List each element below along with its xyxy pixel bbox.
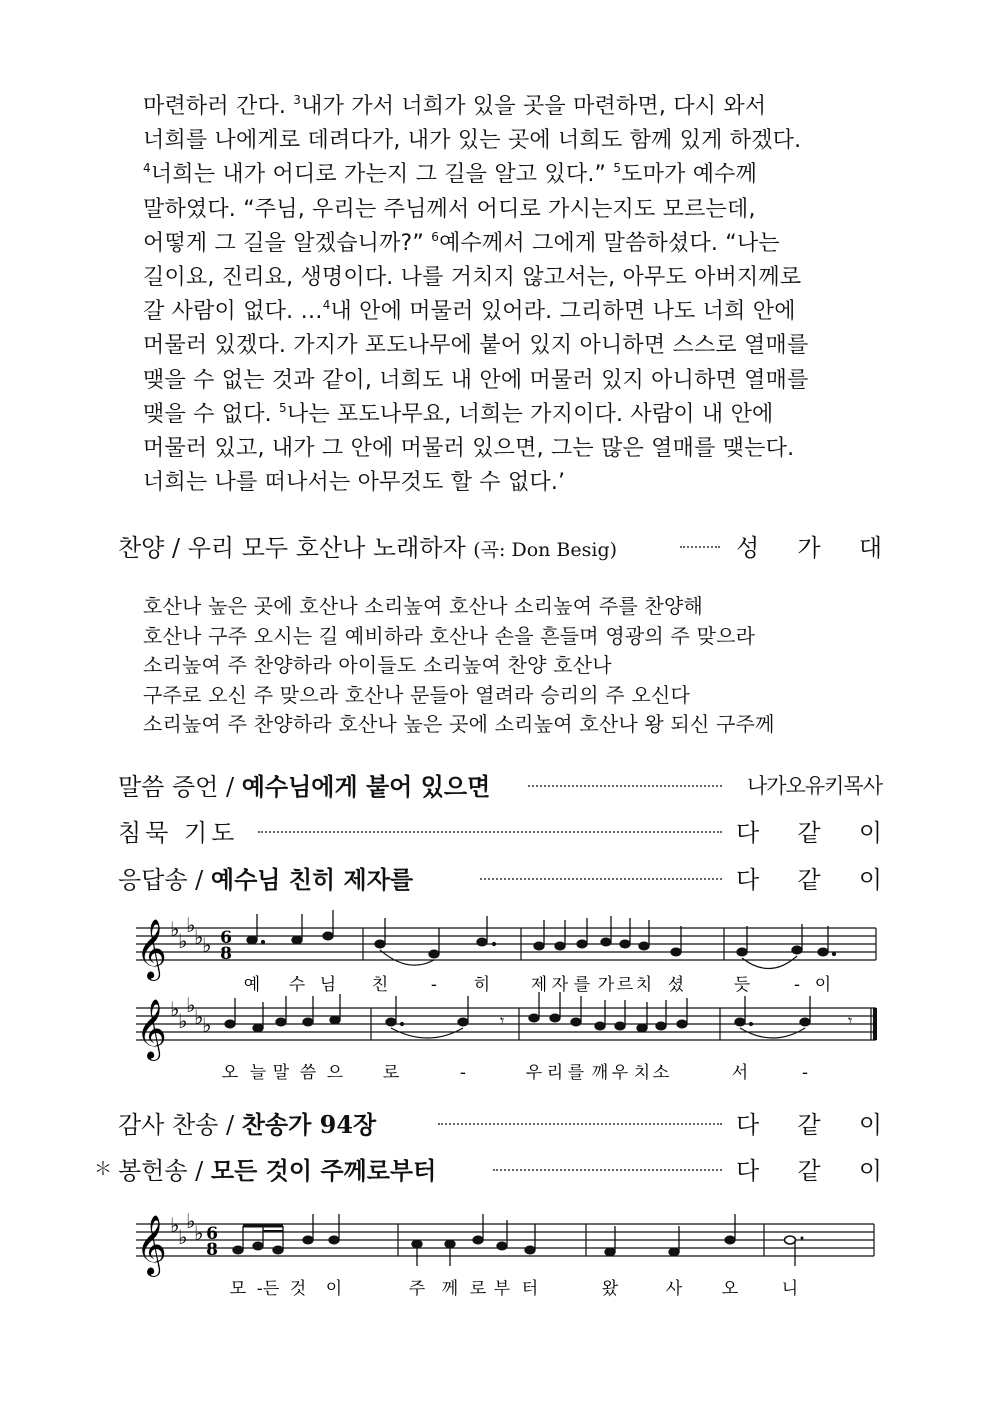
offertory-title: 모든 것이 주께로부터	[210, 1156, 437, 1185]
leader-dots	[258, 829, 722, 833]
scripture-line	[143, 466, 863, 500]
response-row	[118, 860, 882, 896]
leader-dots	[493, 1167, 722, 1171]
svg-text:♭: ♭	[170, 1213, 180, 1237]
treble-clef-icon: 𝄞	[136, 919, 167, 979]
music-lyric-syllable: 부	[493, 1279, 511, 1299]
music-lyric-syllable: -	[430, 975, 438, 995]
scripture-text: 머물러 있고, 내가 그 안에 머물러 있으면, 그는 많은 열매를 맺는다.	[143, 435, 795, 461]
svg-text:♭: ♭	[194, 1005, 204, 1029]
music-lyric-syllable: -	[459, 1063, 467, 1083]
music-lyric-syllable: 제	[530, 975, 548, 995]
svg-text:♭: ♭	[170, 917, 180, 941]
lyric-line: 구주로 오신 주 맞으라 호산나 문들아 열려라 승리의 주 오신다	[143, 682, 691, 707]
treble-clef-icon: 𝄞	[136, 999, 167, 1059]
music2-lyrics	[230, 1278, 798, 1299]
svg-text:𝄾: 𝄾	[500, 1011, 505, 1030]
scripture-line	[143, 398, 863, 432]
scripture-line	[143, 90, 863, 124]
music-lyric-syllable: 주	[408, 1279, 426, 1299]
svg-text:♭: ♭	[194, 1221, 204, 1245]
scripture-text: 내 안에 머물러 있어라. 그리하면 나도 너희 안에	[330, 299, 796, 325]
scripture-text: 머물러 있겠다. 가지가 포도나무에 붙어 있지 아니하면 스스로 열매를	[143, 333, 809, 359]
music-lyric-syllable: 모	[229, 1279, 247, 1299]
music-lyric-syllable: 가	[597, 975, 615, 995]
music-lyric-syllable: 예	[243, 975, 261, 995]
leader-dots	[528, 783, 722, 787]
svg-text:♭: ♭	[186, 993, 196, 1017]
response-label: 응답송 / 예수님 친히 제자를	[118, 865, 414, 894]
verse-number: 4	[143, 161, 151, 176]
music-lyric-syllable: 님	[319, 975, 337, 995]
music-lyric-syllable: -든	[256, 1279, 280, 1299]
lyric-line: 호산나 구주 오시는 길 예비하라 호산나 손을 흔들며 영광의 주 맞으라	[143, 623, 756, 648]
music-lyric-syllable: 이	[325, 1279, 343, 1299]
prayer-row	[118, 813, 882, 849]
music-lyric-syllable: 리	[546, 1063, 564, 1083]
sermon-preacher: 나가오유키목사	[746, 774, 882, 798]
standing-mark: ＊	[94, 1159, 112, 1180]
svg-text:♭: ♭	[194, 925, 204, 949]
svg-text:♭: ♭	[178, 929, 188, 953]
scripture-passage	[143, 90, 863, 500]
offertory-who: 다 같 이	[736, 1157, 882, 1185]
music-lyric-syllable: 니	[781, 1279, 799, 1299]
scripture-text: 맺을 수 없다.	[143, 401, 280, 427]
scripture-line	[143, 193, 863, 227]
scripture-text: 너희를 나에게로 데려다가, 내가 있는 곳에 너희도 함께 있게 하겠다.	[143, 128, 802, 154]
scripture-text: 말하였다. “주님, 우리는 주님께서 어디로 가시는지도 모르는데,	[143, 196, 756, 222]
sermon-label: 말씀 증언 / 예수님에게 붙어 있으면	[118, 773, 491, 801]
scripture-text: 길이요, 진리요, 생명이다. 나를 거치지 않고서는, 아무도 아버지께로	[143, 264, 802, 290]
svg-text:8: 8	[206, 1240, 218, 1260]
thanks-row	[118, 1105, 882, 1141]
music-lyric-syllable: 왔	[601, 1279, 619, 1299]
hymn-performer: 성 가 대	[736, 534, 882, 562]
scripture-line	[143, 227, 863, 261]
scripture-text: 너희는 내가 어디로 가는지 그 길을 알고 있다.”	[150, 162, 614, 188]
verse-number: 5	[279, 400, 287, 415]
svg-text:𝄾: 𝄾	[848, 1011, 853, 1030]
music-lyric-syllable: 우	[611, 1063, 629, 1083]
music-lyric-syllable: 를	[567, 1063, 585, 1083]
scripture-line	[143, 261, 863, 295]
scripture-text: 내가 가서 너희가 있을 곳을 마련하면, 다시 와서	[301, 94, 767, 119]
music-lyric-syllable: 친	[371, 975, 389, 995]
prayer-label: 침묵 기도	[118, 819, 239, 847]
scripture-text: 맺을 수 없는 것과 같이, 너희도 내 안에 머물러 있지 아니하면 열매를	[143, 367, 809, 393]
scripture-line	[143, 329, 863, 363]
verse-number: 5	[613, 161, 622, 176]
svg-text:♭: ♭	[202, 1013, 212, 1037]
lyric-line: 소리높여 주 찬양하라 아이들도 소리높여 찬양 호산나	[143, 653, 612, 677]
response-who: 다 같 이	[736, 866, 882, 894]
music-lyric-syllable: 씀	[299, 1063, 317, 1083]
music-lyric-syllable: 히	[473, 975, 491, 995]
music1-lyrics-row1	[244, 974, 831, 995]
offertory-label: 봉헌송 / 모든 것이 주께로부터	[118, 1156, 437, 1185]
svg-text:♭: ♭	[170, 997, 180, 1021]
svg-text:6: 6	[206, 1224, 218, 1244]
music-lyric-syllable: 듯	[733, 975, 751, 995]
hymn-label: 찬양 / 우리 모두 호산나 노래하자 (곡: Don Besig)	[118, 534, 618, 562]
scripture-line	[143, 295, 863, 329]
svg-text:8: 8	[220, 944, 232, 964]
sermon-title: 예수님에게 붙어 있으면	[241, 773, 491, 801]
music-lyric-syllable: 것	[289, 1279, 307, 1299]
lyric-line: 호산나 높은 곳에 호산나 소리높여 호산나 소리높여 주를 찬양해	[143, 594, 703, 618]
prayer-who: 다 같 이	[736, 819, 882, 847]
scripture-text: 갈 사람이 없다. …	[143, 299, 323, 325]
offertory-row	[94, 1151, 882, 1187]
scripture-text: 마련하러 간다.	[143, 94, 294, 119]
music-lyric-syllable: -	[793, 975, 801, 995]
music-lyric-syllable: 오	[721, 1279, 739, 1299]
scripture-text: 도마가 예수께	[621, 162, 758, 188]
sermon-row	[118, 767, 882, 803]
treble-clef-icon: 𝄞	[136, 1215, 167, 1275]
music-lyric-syllable: 치	[635, 975, 653, 995]
thanks-label: 감사 찬송 / 찬송가 94장	[118, 1110, 377, 1139]
verse-number: 3	[293, 93, 302, 107]
music-lyric-syllable: -	[801, 1063, 809, 1083]
music-lyric-syllable: 로	[382, 1063, 400, 1083]
hymn-row	[118, 528, 882, 564]
music-lyric-syllable: 서	[731, 1063, 749, 1083]
response-title: 예수님 친히 제자를	[210, 865, 414, 894]
music-lyric-syllable: 르	[616, 975, 634, 995]
thanks-title: 찬송가 94장	[241, 1110, 377, 1139]
music-lyric-syllable: 자	[551, 975, 569, 995]
svg-text:♭: ♭	[178, 1009, 188, 1033]
music-lyric-syllable: 으	[326, 1063, 344, 1083]
svg-text:♭: ♭	[202, 933, 212, 957]
svg-text:♭: ♭	[186, 913, 196, 937]
scripture-line	[143, 124, 863, 158]
music-lyric-syllable: 깨	[591, 1063, 609, 1083]
svg-text:♭: ♭	[178, 1225, 188, 1249]
music-lyric-syllable: 우	[525, 1063, 543, 1083]
music-lyric-syllable: 말	[272, 1063, 290, 1083]
svg-text:♭: ♭	[186, 1209, 196, 1233]
scripture-text: 예수께서 그에게 말씀하셨다. “나는	[439, 230, 780, 256]
music1-lyrics-row2	[222, 1062, 808, 1083]
music-lyric-syllable: 셨	[667, 975, 685, 995]
music-lyric-syllable: 를	[573, 975, 591, 995]
scripture-line	[143, 364, 863, 398]
music-lyric-syllable: 사	[665, 1279, 683, 1299]
scripture-line	[143, 158, 863, 192]
hymn-composer: (곡: Don Besig)	[473, 539, 618, 561]
music-score-offertory	[130, 1200, 890, 1310]
music-lyric-syllable: 오	[221, 1063, 239, 1083]
music-lyric-syllable: 께	[441, 1279, 459, 1299]
music-lyric-syllable: 이	[814, 975, 832, 995]
verse-number: 4	[322, 298, 331, 313]
hymn-lyrics	[143, 592, 775, 740]
leader-dots	[480, 876, 722, 880]
music-lyric-syllable: 로	[469, 1279, 487, 1299]
music-score-response	[130, 908, 890, 1098]
leader-dots	[438, 1121, 722, 1125]
music-lyric-syllable: 늘	[249, 1063, 267, 1083]
scripture-line	[143, 432, 863, 466]
music-lyric-syllable: 치	[633, 1063, 651, 1083]
scripture-text: 너희는 나를 떠나서는 아무것도 할 수 없다.’	[143, 470, 566, 496]
music-lyric-syllable: 소	[652, 1063, 670, 1083]
scripture-text: 나는 포도나무요, 너희는 가지이다. 사람이 내 안에	[286, 401, 774, 427]
scripture-text: 어떻게 그 길을 알겠습니까?”	[143, 230, 432, 256]
leader-dots	[680, 544, 720, 548]
svg-text:6: 6	[220, 928, 232, 948]
thanks-who: 다 같 이	[736, 1111, 882, 1139]
verse-number: 6	[431, 229, 440, 244]
music-lyric-syllable: 터	[521, 1279, 539, 1299]
music-lyric-syllable: 수	[288, 975, 306, 995]
lyric-line: 소리높여 주 찬양하라 호산나 높은 곳에 소리높여 호산나 왕 되신 구주께	[143, 712, 775, 736]
